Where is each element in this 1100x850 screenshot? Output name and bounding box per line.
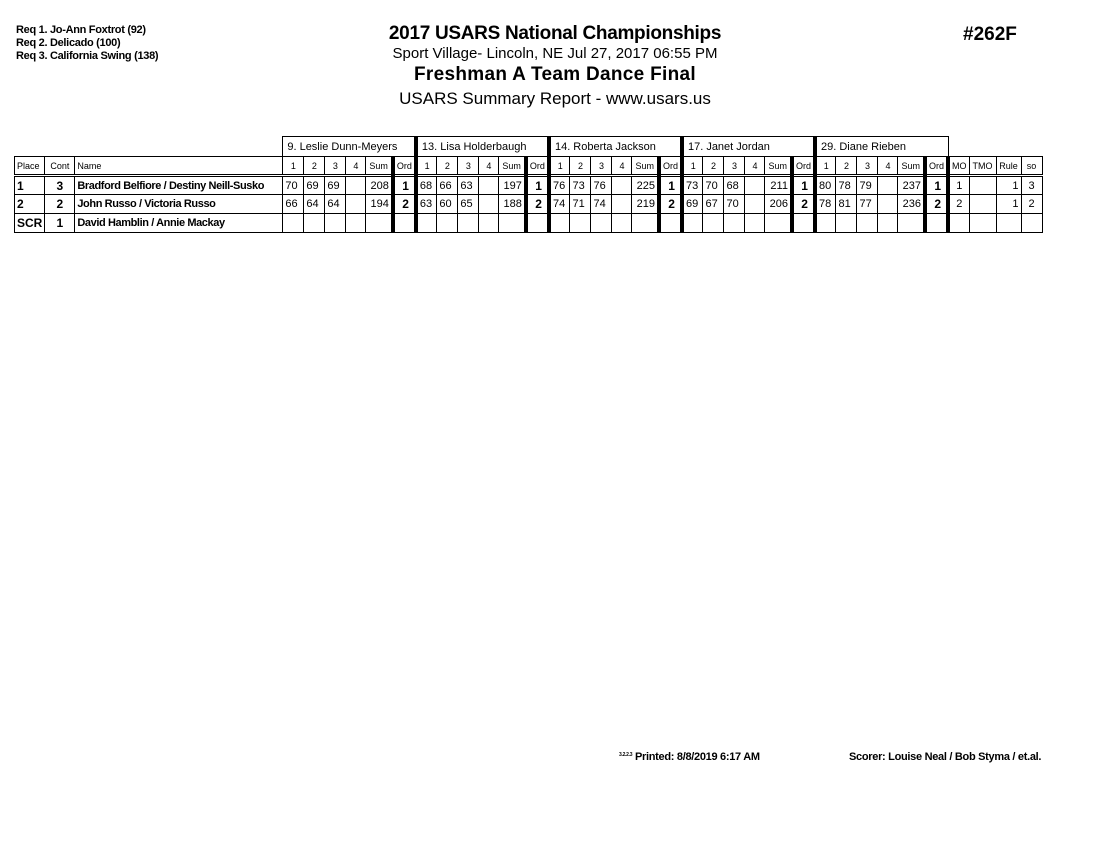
score-cell: 73 xyxy=(682,176,703,195)
table-row xyxy=(15,195,1043,214)
score-cell xyxy=(724,214,745,233)
header-judge-col: 2 xyxy=(836,157,857,176)
score-cell xyxy=(346,176,366,195)
so-cell: 3 xyxy=(1021,176,1042,195)
score-cell: 71 xyxy=(570,195,591,214)
blank-header-cell xyxy=(948,137,1042,157)
score-cell: 78 xyxy=(815,195,836,214)
sum-cell: 211 xyxy=(765,176,792,195)
header-mo: MO xyxy=(948,157,969,176)
score-cell xyxy=(437,214,458,233)
ordinal-cell: 2 xyxy=(925,195,948,214)
header-judge-col: Ord xyxy=(659,157,682,176)
requirements-list xyxy=(16,24,158,63)
header-judge-col: Sum xyxy=(898,157,925,176)
ordinal-cell: 2 xyxy=(526,195,549,214)
ordinal-cell xyxy=(659,214,682,233)
header-judge-col: 3 xyxy=(857,157,878,176)
judge-name: 17. Janet Jordan xyxy=(682,137,815,157)
header-judge-col: 1 xyxy=(815,157,836,176)
header-judge-col: Ord xyxy=(925,157,948,176)
ordinal-cell xyxy=(792,214,815,233)
score-cell: 66 xyxy=(437,176,458,195)
competitor-name: David Hamblin / Annie Mackay xyxy=(75,214,283,233)
header-cont: Cont xyxy=(45,157,75,176)
score-cell: 78 xyxy=(836,176,857,195)
header-judge-col: 4 xyxy=(479,157,499,176)
header-judge-col: 1 xyxy=(283,157,304,176)
score-cell xyxy=(745,214,765,233)
score-cell xyxy=(549,214,570,233)
sum-cell: 225 xyxy=(632,176,659,195)
sum-cell: 197 xyxy=(499,176,526,195)
contestant-number: 3 xyxy=(45,176,75,195)
header-judge-col: Sum xyxy=(499,157,526,176)
score-cell xyxy=(878,195,898,214)
tmo-cell xyxy=(969,214,996,233)
header-judge-col: 3 xyxy=(591,157,612,176)
header-place: Place xyxy=(15,157,45,176)
header-judge-col: 1 xyxy=(682,157,703,176)
header-so: so xyxy=(1021,157,1042,176)
table-row xyxy=(15,176,1043,195)
tmo-cell xyxy=(969,195,996,214)
scorer-info: Scorer: Louise Neal / Bob Styma / et.al. xyxy=(849,751,1042,763)
ordinal-cell: 1 xyxy=(792,176,815,195)
printed-timestamp: Printed: 8/8/2019 6:17 AM xyxy=(634,751,760,763)
score-cell xyxy=(346,195,366,214)
score-cell: 76 xyxy=(591,176,612,195)
contestant-number: 1 xyxy=(45,214,75,233)
header-judge-col: 3 xyxy=(325,157,346,176)
ordinal-cell: 1 xyxy=(393,176,416,195)
score-cell: 67 xyxy=(703,195,724,214)
column-header-row xyxy=(15,157,1043,176)
score-cell: 69 xyxy=(304,176,325,195)
score-cell xyxy=(346,214,366,233)
rule-cell: 1 xyxy=(996,176,1021,195)
header-judge-col: Ord xyxy=(526,157,549,176)
score-cell xyxy=(416,214,437,233)
competitor-name: Bradford Belfiore / Destiny Neill-Susko xyxy=(75,176,283,195)
report-title: USARS Summary Report - www.usars.us xyxy=(399,89,711,108)
score-cell xyxy=(703,214,724,233)
score-cell: 79 xyxy=(857,176,878,195)
competition-title: 2017 USARS National Championships xyxy=(388,23,722,44)
sum-cell xyxy=(898,214,925,233)
requirement-3: Req 3. California Swing (138) xyxy=(16,50,159,62)
score-cell xyxy=(570,214,591,233)
ordinal-cell: 1 xyxy=(925,176,948,195)
ordinal-cell: 2 xyxy=(792,195,815,214)
sum-cell xyxy=(366,214,393,233)
score-cell: 73 xyxy=(570,176,591,195)
score-cell xyxy=(591,214,612,233)
score-cell xyxy=(836,214,857,233)
header-judge-col: 2 xyxy=(703,157,724,176)
sum-cell xyxy=(632,214,659,233)
score-cell: 74 xyxy=(549,195,570,214)
venue-datetime: Sport Village- Lincoln, NE Jul 27, 2017 06:55 PM xyxy=(392,45,718,62)
score-cell xyxy=(458,214,479,233)
blank-header-cell xyxy=(15,137,283,157)
header-judge-col: Sum xyxy=(765,157,792,176)
header-judge-col: 4 xyxy=(346,157,366,176)
header-judge-col: 2 xyxy=(304,157,325,176)
mo-cell: 1 xyxy=(948,176,969,195)
judge-name: 13. Lisa Holderbaugh xyxy=(416,137,549,157)
score-cell xyxy=(612,195,632,214)
score-cell: 63 xyxy=(458,176,479,195)
header-judge-col: 3 xyxy=(458,157,479,176)
ordinal-cell xyxy=(526,214,549,233)
rule-cell: 1 xyxy=(996,195,1021,214)
sum-cell: 208 xyxy=(366,176,393,195)
requirement-2: Req 2. Delicado (100) xyxy=(16,37,121,49)
score-cell: 63 xyxy=(416,195,437,214)
rule-cell xyxy=(996,214,1021,233)
ordinal-cell: 2 xyxy=(659,195,682,214)
header-judge-col: 3 xyxy=(724,157,745,176)
printed-info xyxy=(619,751,760,763)
score-cell xyxy=(304,214,325,233)
ordinal-cell: 1 xyxy=(659,176,682,195)
header-judge-col: Ord xyxy=(792,157,815,176)
place-cell: 2 xyxy=(15,195,45,214)
header-judge-col: 2 xyxy=(570,157,591,176)
judge-header-row xyxy=(15,137,1043,157)
score-cell: 70 xyxy=(703,176,724,195)
score-cell: 64 xyxy=(304,195,325,214)
so-cell: 2 xyxy=(1021,195,1042,214)
score-cell xyxy=(815,214,836,233)
mo-cell: 2 xyxy=(948,195,969,214)
header-tmo: TMO xyxy=(969,157,996,176)
tmo-cell xyxy=(969,176,996,195)
score-cell: 74 xyxy=(591,195,612,214)
score-cell xyxy=(283,214,304,233)
sum-cell: 194 xyxy=(366,195,393,214)
ordinal-cell xyxy=(393,214,416,233)
score-cell: 76 xyxy=(549,176,570,195)
so-cell xyxy=(1021,214,1042,233)
score-cell xyxy=(878,214,898,233)
sum-cell: 237 xyxy=(898,176,925,195)
mo-cell xyxy=(948,214,969,233)
sum-cell: 219 xyxy=(632,195,659,214)
score-cell: 68 xyxy=(724,176,745,195)
score-cell: 69 xyxy=(682,195,703,214)
header-name: Name xyxy=(75,157,283,176)
judge-name: 29. Diane Rieben xyxy=(815,137,948,157)
score-cell xyxy=(878,176,898,195)
score-cell: 70 xyxy=(283,176,304,195)
competitor-name: John Russo / Victoria Russo xyxy=(75,195,283,214)
header-judge-col: Ord xyxy=(393,157,416,176)
score-cell xyxy=(479,214,499,233)
sum-cell: 236 xyxy=(898,195,925,214)
table-row xyxy=(15,214,1043,233)
header-judge-col: Sum xyxy=(632,157,659,176)
score-cell: 64 xyxy=(325,195,346,214)
score-cell xyxy=(612,214,632,233)
place-cell: 1 xyxy=(15,176,45,195)
score-cell xyxy=(479,195,499,214)
ordinal-cell: 1 xyxy=(526,176,549,195)
judge-name: 9. Leslie Dunn-Meyers xyxy=(283,137,416,157)
sum-cell: 206 xyxy=(765,195,792,214)
score-cell: 77 xyxy=(857,195,878,214)
header-judge-col: Sum xyxy=(366,157,393,176)
score-cell xyxy=(857,214,878,233)
version-label: 3.2.2.3 xyxy=(619,752,633,758)
header-judge-col: 1 xyxy=(549,157,570,176)
header-judge-col: 1 xyxy=(416,157,437,176)
score-cell xyxy=(745,195,765,214)
ordinal-cell xyxy=(925,214,948,233)
requirement-1: Req 1. Jo-Ann Foxtrot (92) xyxy=(16,24,146,36)
score-cell xyxy=(325,214,346,233)
ordinal-cell: 2 xyxy=(393,195,416,214)
header-judge-col: 4 xyxy=(745,157,765,176)
event-number: #262F xyxy=(963,24,1017,45)
sum-cell xyxy=(765,214,792,233)
sum-cell xyxy=(499,214,526,233)
score-cell: 70 xyxy=(724,195,745,214)
score-cell: 81 xyxy=(836,195,857,214)
event-title: Freshman A Team Dance Final xyxy=(414,64,696,85)
score-cell: 60 xyxy=(437,195,458,214)
score-cell xyxy=(682,214,703,233)
sum-cell: 188 xyxy=(499,195,526,214)
header-rule: Rule xyxy=(996,157,1021,176)
score-cell: 68 xyxy=(416,176,437,195)
header-judge-col: 4 xyxy=(878,157,898,176)
place-cell: SCR xyxy=(15,214,45,233)
header-judge-col: 4 xyxy=(612,157,632,176)
score-cell: 66 xyxy=(283,195,304,214)
results-table xyxy=(14,136,1043,233)
score-cell: 80 xyxy=(815,176,836,195)
judge-name: 14. Roberta Jackson xyxy=(549,137,682,157)
contestant-number: 2 xyxy=(45,195,75,214)
score-cell: 69 xyxy=(325,176,346,195)
score-cell xyxy=(612,176,632,195)
score-cell xyxy=(479,176,499,195)
score-cell: 65 xyxy=(458,195,479,214)
header-judge-col: 2 xyxy=(437,157,458,176)
score-cell xyxy=(745,176,765,195)
